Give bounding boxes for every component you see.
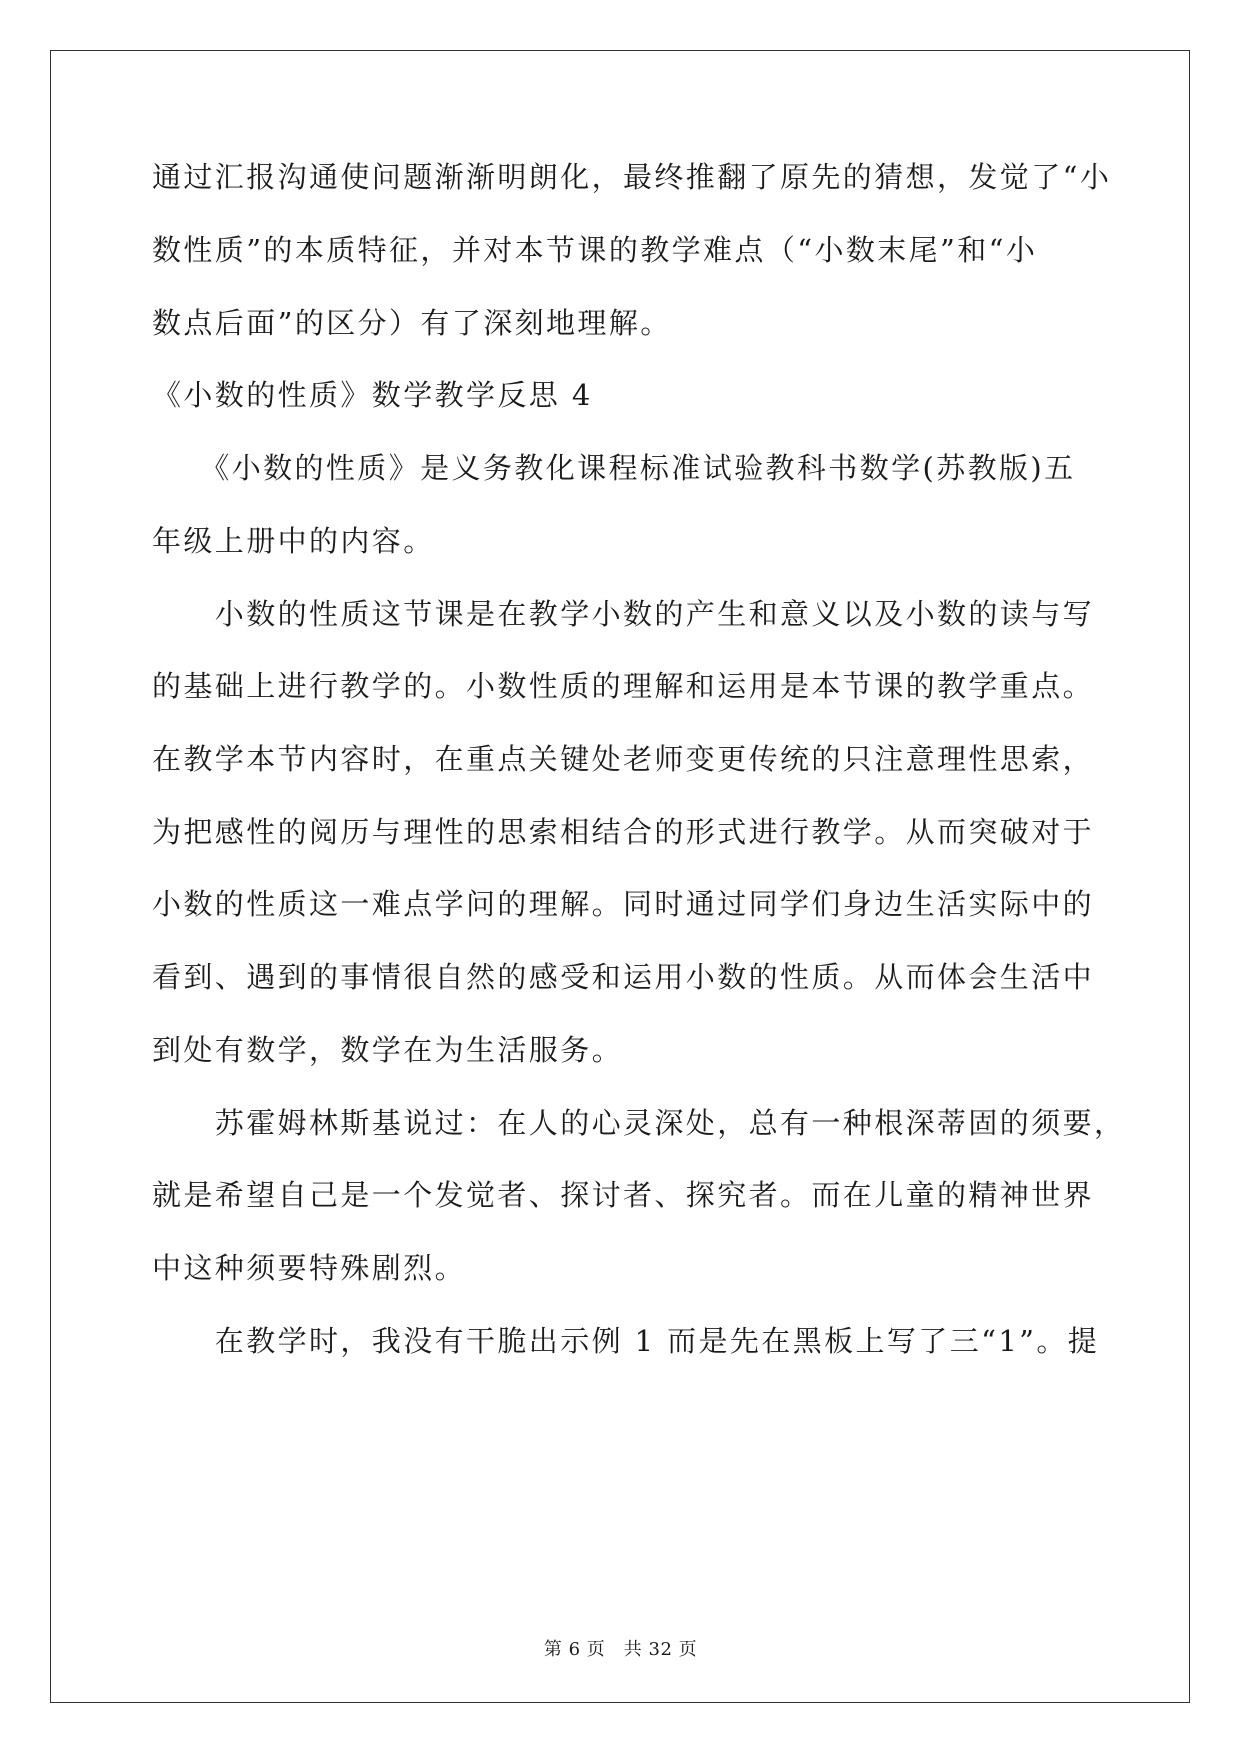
text-line-12: 看到、遇到的事情很自然的感受和运用小数的性质。从而体会生活中 xyxy=(152,960,1095,994)
text-line-9: 在教学本节内容时，在重点关键处老师变更传统的只注意理性思索， xyxy=(152,742,1095,776)
text-line-7: 小数的性质这节课是在教学小数的产生和意义以及小数的读与写 xyxy=(152,597,1095,631)
text-line-17: 在教学时，我没有干脆出示例 1 而是先在黑板上写了三“1”。提 xyxy=(152,1324,1100,1358)
text-line-13: 到处有数学，数学在为生活服务。 xyxy=(152,1033,624,1067)
text-line-16: 中这种须要特殊剧烈。 xyxy=(152,1251,467,1285)
text-line-10: 为把感性的阅历与理性的思索相结合的形式进行教学。从而突破对于 xyxy=(152,815,1095,849)
page-number-footer: 第 6 页 共 32 页 xyxy=(543,1639,698,1660)
text-line-14: 苏霍姆林斯基说过：在人的心灵深处，总有一种根深蒂固的须要， xyxy=(152,1106,1126,1140)
text-line-5: 《小数的性质》是义务教化课程标准试验教科书数学(苏教版)五 xyxy=(152,451,1076,485)
text-line-6: 年级上册中的内容。 xyxy=(152,524,435,558)
text-line-2: 数性质”的本质特征，并对本节课的教学难点（“小数末尾”和“小 xyxy=(152,233,1038,267)
text-line-15: 就是希望自己是一个发觉者、探讨者、探究者。而在儿童的精神世界 xyxy=(152,1178,1095,1212)
text-line-3: 数点后面”的区分）有了深刻地理解。 xyxy=(152,306,672,340)
text-line-11: 小数的性质这一难点学问的理解。同时通过同学们身边生活实际中的 xyxy=(152,887,1095,921)
section-heading: 《小数的性质》数学教学反思 4 xyxy=(152,378,593,412)
page-border xyxy=(50,50,1190,1703)
text-line-8: 的基础上进行教学的。小数性质的理解和运用是本节课的教学重点。 xyxy=(152,669,1095,703)
text-line-1: 通过汇报沟通使问题渐渐明朗化，最终推翻了原先的猜想，发觉了“小 xyxy=(152,160,1112,194)
